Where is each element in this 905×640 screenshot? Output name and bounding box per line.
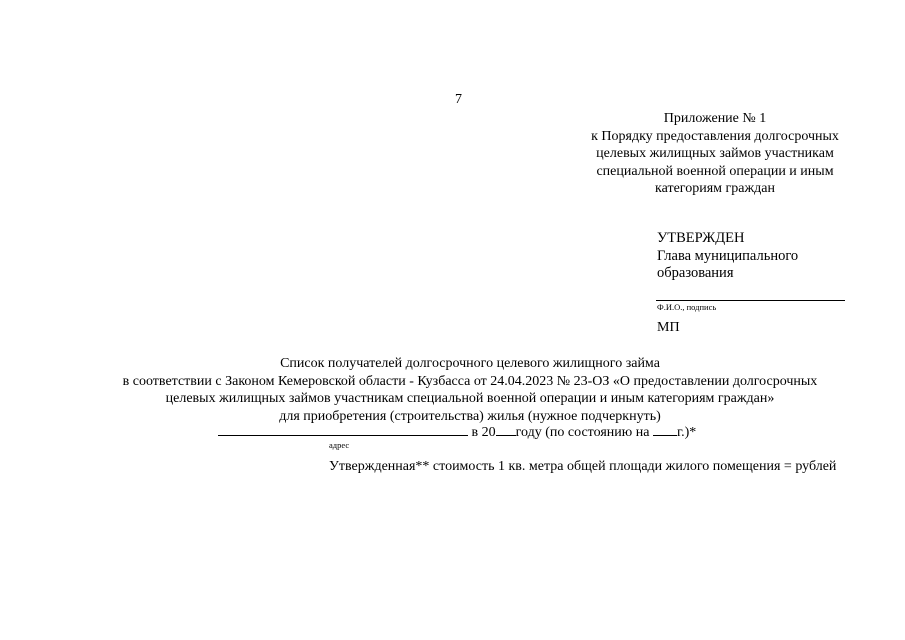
approval-heading: УТВЕРЖДЕН [657, 230, 745, 246]
document-title [90, 355, 850, 425]
title-line: целевых жилищных займов участникам специальной военной операции и иным категориям граждан» [165, 391, 775, 406]
title-line: в соответствии с Законом Кемеровской области - Кузбасса от 24.04.2023 № 23-ОЗ «О предоставлении долгосрочных [122, 373, 818, 389]
appendix-header [560, 110, 870, 198]
signature-caption: Ф.И.О., подпись [657, 302, 717, 312]
address-blank [218, 423, 468, 436]
appendix-line: Приложение № 1 [663, 111, 767, 126]
approval-line: Глава муниципального [657, 247, 799, 264]
appendix-line: к Порядку предоставления долгосрочных [591, 128, 839, 144]
date-suffix: г.)* [676, 425, 697, 440]
title-line: Список получателей долгосрочного целевого жилищного займа [280, 356, 660, 371]
approval-block [657, 230, 798, 283]
date-blank [653, 423, 677, 436]
cost-line: Утвержденная** стоимость 1 кв. метра общей площади жилого помещения = рублей [329, 459, 837, 474]
address-caption: адрес [329, 440, 350, 450]
appendix-line: категориям граждан [655, 181, 775, 196]
year-prefix: в 20 [471, 425, 496, 440]
page-number: 7 [455, 92, 462, 107]
stamp-label: МП [657, 320, 680, 335]
appendix-line: целевых жилищных займов участникам [596, 146, 834, 161]
year-blank [496, 423, 516, 436]
approval-line: образования [657, 265, 734, 281]
title-line: для приобретения (строительства) жилья (нужное подчеркнуть) [279, 408, 661, 424]
signature-line [656, 300, 845, 301]
address-line [218, 423, 696, 441]
year-suffix: году (по состоянию на [515, 425, 650, 440]
appendix-line: специальной военной операции и иным [596, 163, 834, 179]
